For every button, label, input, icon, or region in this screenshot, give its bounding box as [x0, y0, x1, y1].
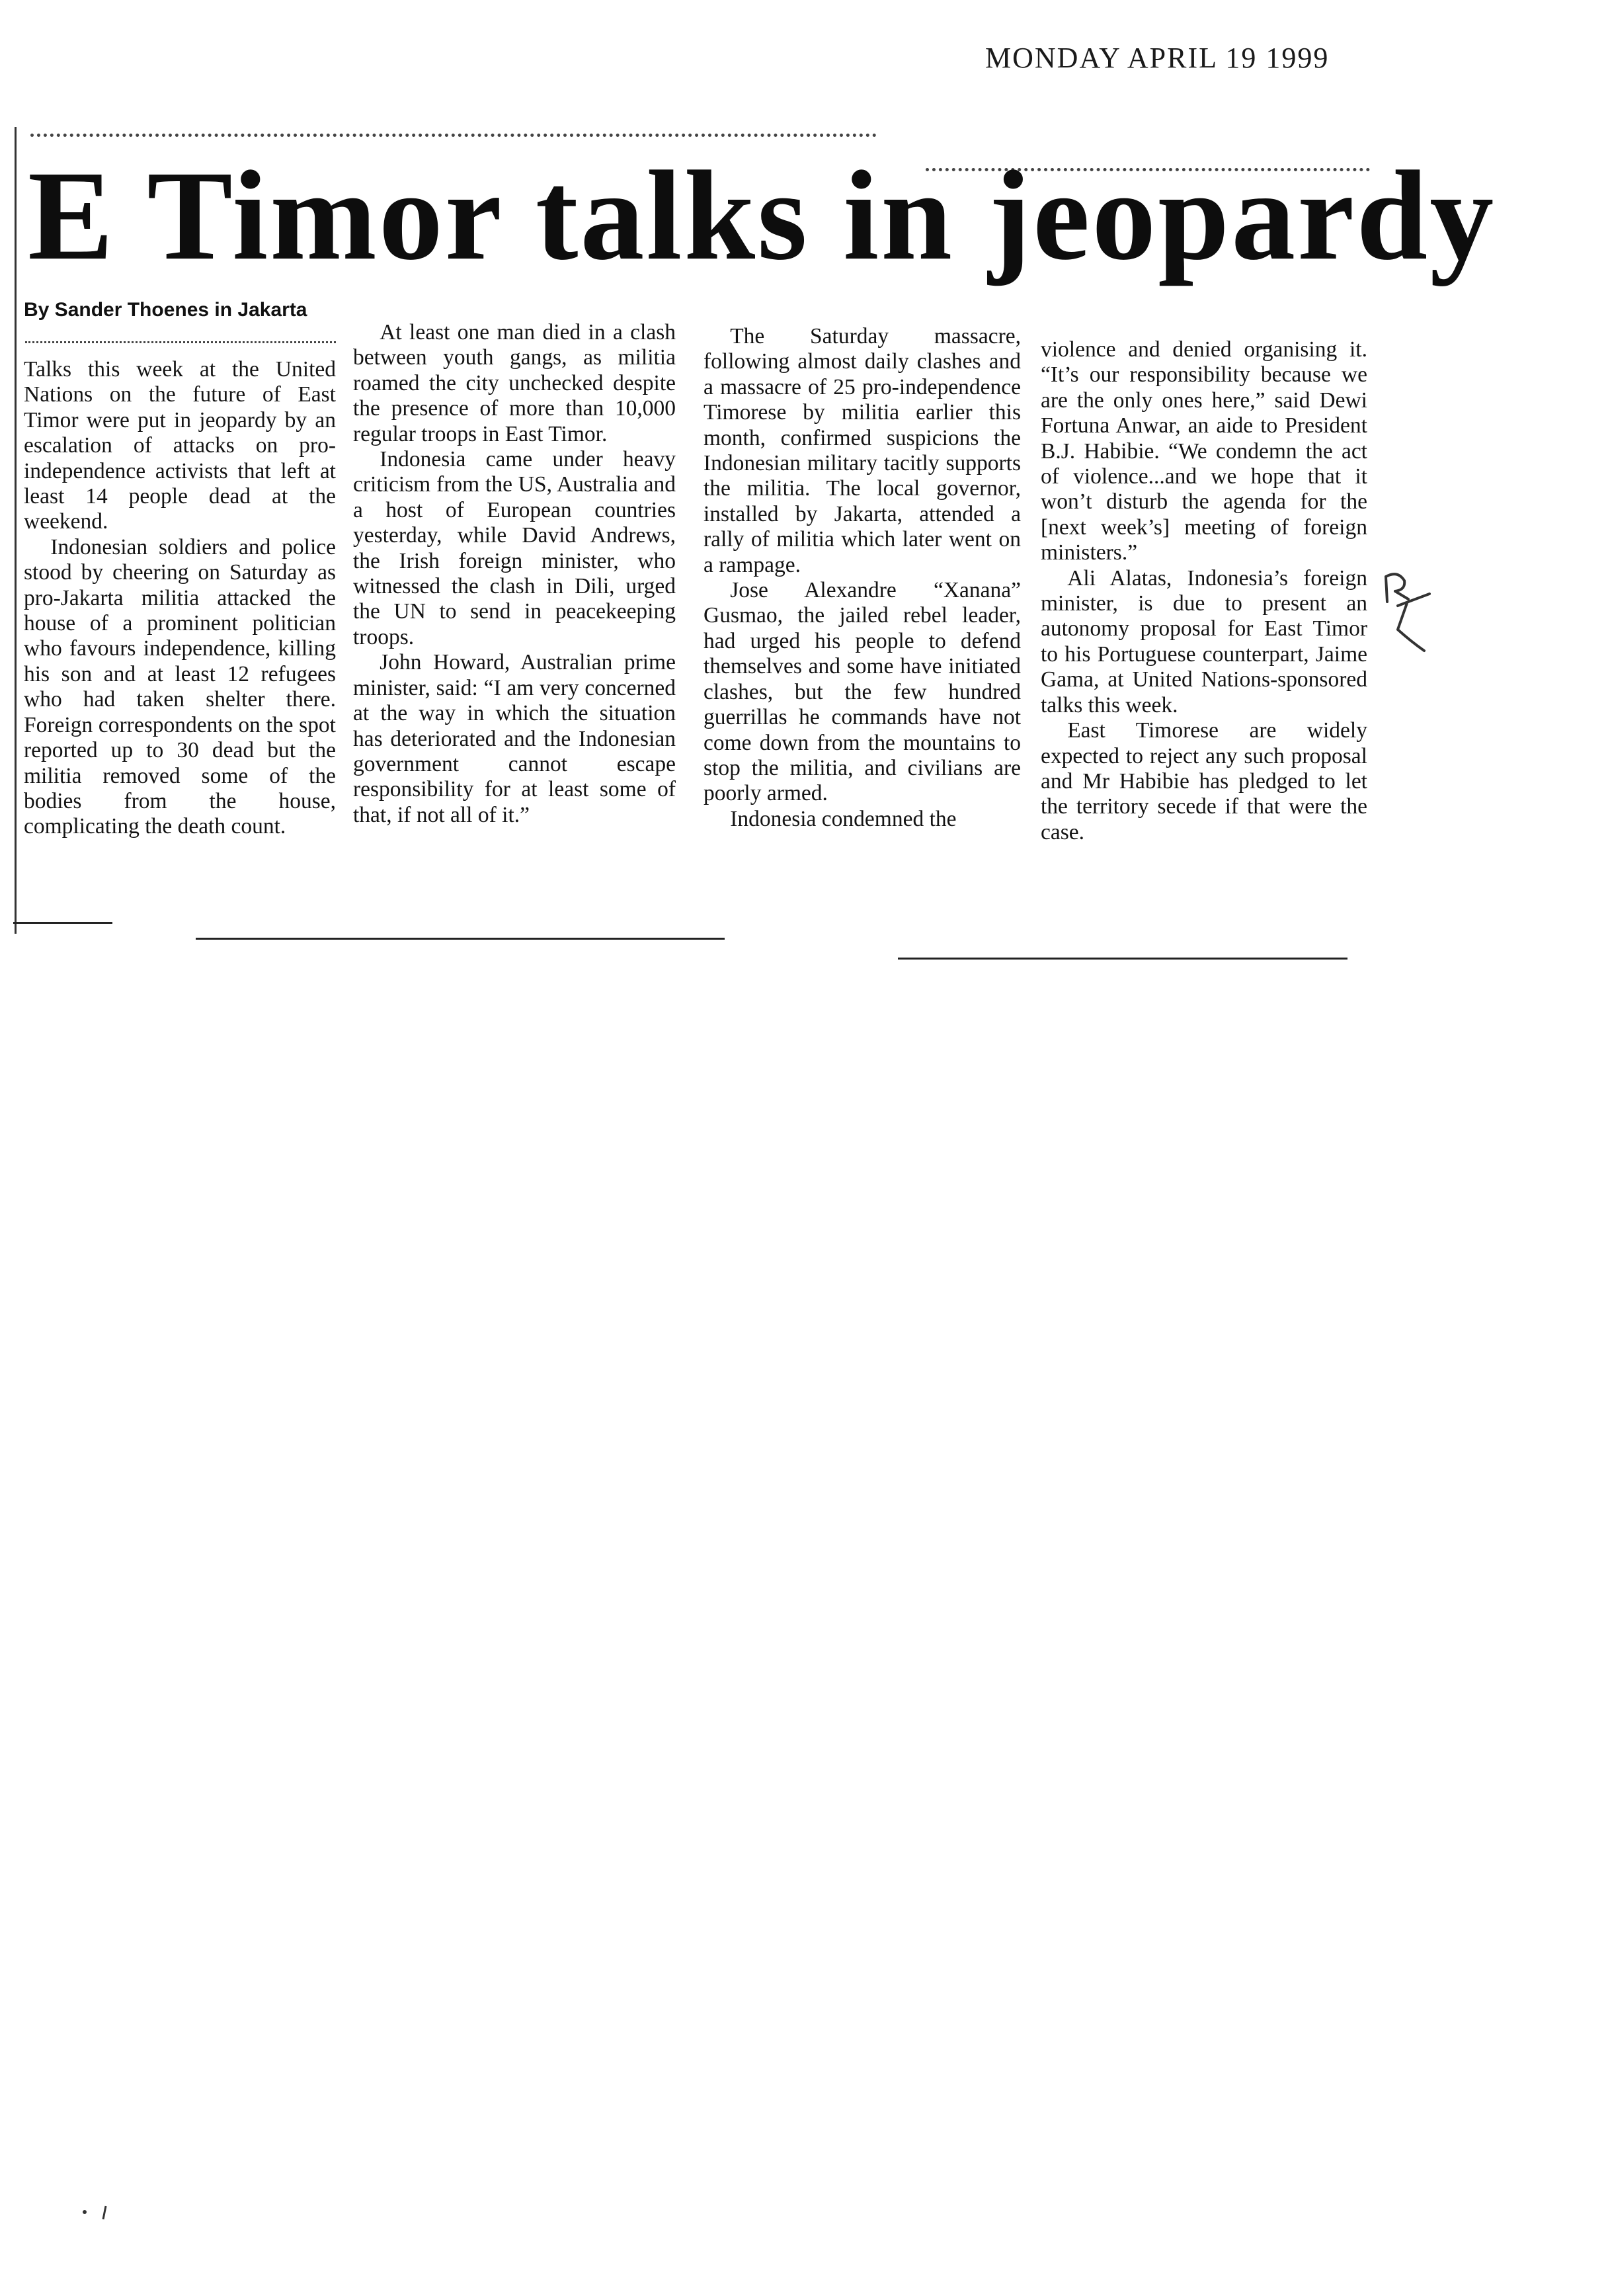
scan-speck	[79, 2202, 119, 2222]
byline: By Sander Thoenes in Jakarta	[24, 299, 307, 321]
article-column-1	[24, 357, 336, 840]
paragraph: Ali Alatas, Indonesia’s foreign minister, is due to present an autonomy proposal for East Timor to his Portuguese counterpart, Jaime Gama, at United Nations-sponsored talks this week.	[1041, 565, 1367, 718]
article-column-3	[704, 324, 1021, 832]
bottom-rule-right	[898, 958, 1347, 960]
paragraph: Indonesian soldiers and police stood by cheering on Saturday as pro-Jakarta militia attacked the house of a prominent politician who favours independence, killing his son and at least 12 refugees who had taken shelter there. Foreign correspondents on the spot reported up to 30 dead but the militia removed some of the bodies from the house, complicating the death count.	[24, 534, 336, 839]
bottom-rule-left	[13, 922, 112, 924]
left-margin-line	[15, 127, 17, 934]
dateline: MONDAY APRIL 19 1999	[985, 42, 1330, 74]
paragraph: At least one man died in a clash between youth gangs, as militia roamed the city unchecked despite the presence of more than 10,000 regular troops in East Timor.	[353, 320, 676, 446]
article-column-2	[353, 320, 676, 828]
paragraph: Indonesia condemned the	[730, 806, 957, 831]
paragraph: violence and denied organising it. “It’s our responsibility because we are the only ones here,” said Dewi Fortuna Anwar, an aide to President B.J. Habibie. “We condemn the act of violence...and we hope that it won’t disturb the agenda for the [next week’s] meeting of foreign ministers.”	[1041, 337, 1367, 565]
paragraph: John Howard, Australian prime minister, said: “I am very concerned at the way in which the situation has deteriorated and the Indonesian government cannot escape responsibility for at least some of that, if not all of it.”	[353, 650, 676, 827]
handwritten-mark	[1378, 563, 1437, 656]
article-column-4	[1041, 337, 1367, 845]
paragraph: The Saturday massacre, following almost daily clashes and a massacre of 25 pro-independence Timorese by militia earlier this month, confirmed suspicions the Indonesian military tacitly supports the militia. The local governor, installed by Jakarta, attended a rally of militia which later went on a rampage.	[704, 324, 1021, 577]
bottom-rule-middle	[196, 938, 725, 940]
byline-dotted-rule	[25, 341, 336, 343]
headline: E Timor talks in jeopardy	[28, 144, 1496, 286]
paragraph: Talks this week at the United Nations on the future of East Timor were put in jeopardy by an escalation of attacks on pro-independence activists that left at least 14 people dead at the weekend.	[24, 357, 336, 534]
paragraph: Indonesia came under heavy criticism from the US, Australia and a host of European countries yesterday, while David Andrews, the Irish foreign minister, who witnessed the clash in Dili, urged the UN to send in peacekeeping troops.	[353, 447, 676, 649]
top-dotted-rule-left	[30, 134, 877, 137]
paragraph: East Timorese are widely expected to reject any such proposal and Mr Habibie has pledged to let the territory secede if that were the case.	[1041, 718, 1367, 844]
paragraph: Jose Alexandre “Xanana” Gusmao, the jailed rebel leader, had urged his people to defend themselves and some have initiated clashes, but the few hundred guerrillas he commands have not come down from the mountains to stop the militia, and civilians are poorly armed.	[704, 578, 1021, 806]
